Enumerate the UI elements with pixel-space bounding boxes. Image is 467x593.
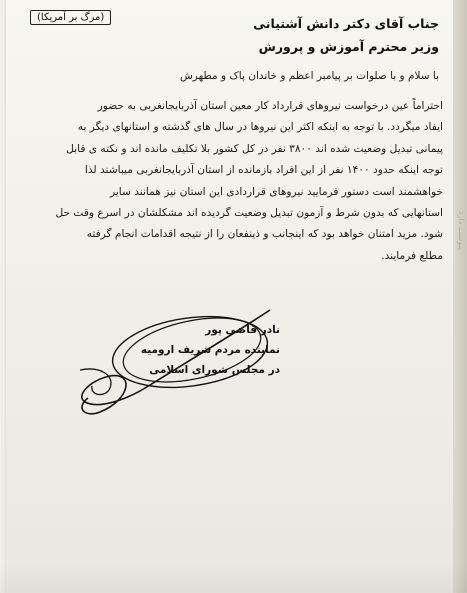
letter-sheet	[6, 0, 461, 593]
edge-text: پیوست دارد	[457, 210, 466, 250]
body-line: مطلع فرمایند.	[381, 249, 443, 262]
body-line: احتراماً عین درخواست نیروهای قرارداد کار معین استان آذربایجانغربی به حضور	[97, 100, 443, 112]
body-line: شود. مزید امتنان خواهد بود که اینجانب و ذینفعان را از نتیجه اقدامات انجام گرفته	[86, 228, 443, 241]
page-shadow	[0, 563, 467, 593]
signer-name: نادر قاضی پور	[205, 324, 280, 336]
body-line: توجه اینکه حدود ۱۴۰۰ نفر از این افراد بازمانده از استان آذربایجانغربی میباشند لذا	[84, 164, 443, 177]
greeting-line: با سلام و با صلوات بر پیامبر اعظم و خاندان پاک و مطهرش	[179, 70, 439, 82]
recipient-name: جناب آقای دکتر دانش آشتیانی	[253, 16, 439, 31]
handwritten-signature	[40, 300, 300, 430]
page-edge-strip	[453, 0, 467, 593]
letter-body	[24, 96, 443, 267]
body-line: خواهشمند است دستور فرمایید نیروهای قراردادی این استان نیز همانند سایر	[109, 185, 443, 198]
signer-body: در مجلس شورای اسلامی	[149, 364, 280, 376]
signer-title: نماینده مردم شریف ارومیه	[140, 344, 280, 356]
body-line: ایفاد میگردد. با توجه به اینکه اکثر این نیروها در سال های گذشته و استانهای دیگر به	[77, 121, 443, 134]
body-line: پیمانی تبدیل وضعیت شده اند ۳۸۰۰ نفر در کل کشور بلا تکلیف مانده اند و نکته ی قابل	[66, 142, 443, 155]
slogan-stamp: (مرگ بر آمریکا)	[30, 10, 111, 25]
signature-loop-inner	[118, 307, 267, 393]
recipient-title: وزیر محترم آموزش و پرورش	[258, 39, 439, 54]
body-line: استانهایی که بدون شرط و آزمون تبدیل وضعیت گردیده اند مشکلشان در اسرع وقت حل	[55, 207, 443, 220]
